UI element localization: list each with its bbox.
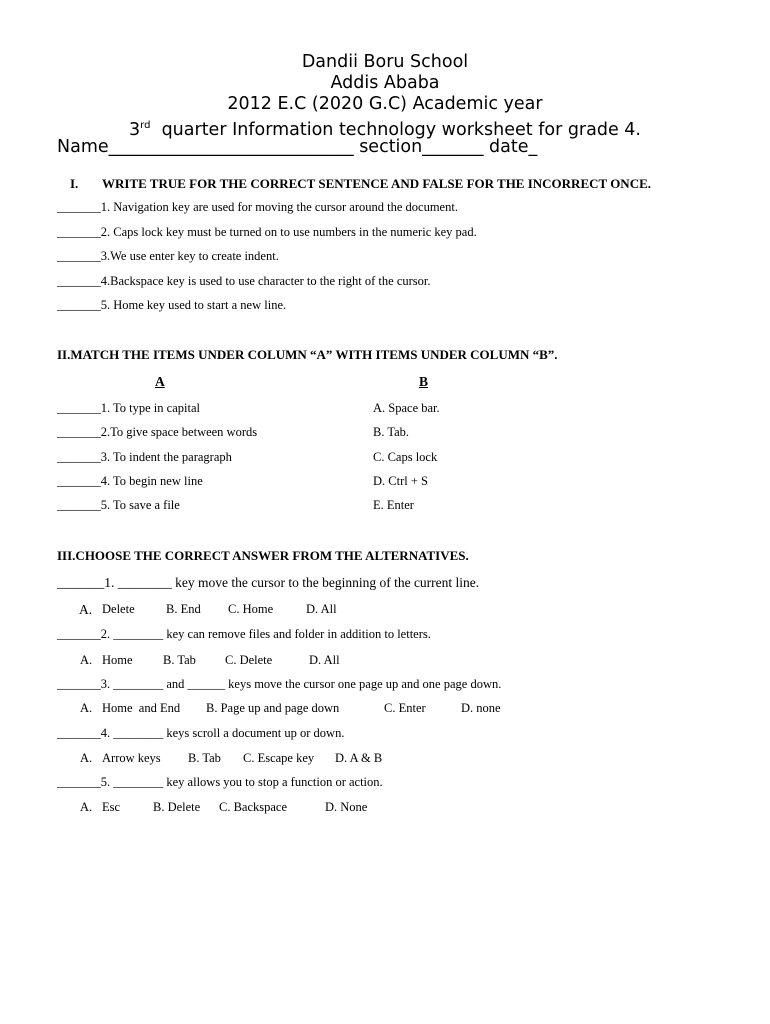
mc5-option-d: D. None bbox=[325, 800, 368, 814]
mc2-option-c: C. Delete bbox=[225, 653, 273, 667]
mc-question-5: _______5. ________ key allows you to stop a function or action. bbox=[57, 775, 383, 789]
match-a-5: _______5. To save a file bbox=[57, 498, 180, 512]
worksheet-header bbox=[0, 52, 770, 141]
school-name: Dandii Boru School bbox=[301, 52, 469, 72]
mc1-option-a: Delete bbox=[102, 602, 135, 616]
match-b-2: B. Tab. bbox=[373, 425, 410, 439]
mc3-option-c: C. Enter bbox=[384, 701, 426, 715]
mc5-option-b: B. Delete bbox=[153, 800, 201, 814]
quarter-suffix: rd bbox=[140, 120, 151, 131]
match-a-1: _______1. To type in capital bbox=[57, 401, 200, 415]
mc4-option-c: C. Escape key bbox=[243, 751, 315, 765]
match-b-1: A. Space bar. bbox=[373, 401, 440, 415]
mc1-option-d: D. All bbox=[306, 602, 337, 616]
column-b-heading: B bbox=[419, 374, 429, 389]
quarter-number: 3 bbox=[129, 119, 141, 140]
mc1-option-b: B. End bbox=[166, 602, 201, 616]
mc1-option-a-label: A. bbox=[79, 602, 93, 617]
mc4-option-b: B. Tab bbox=[188, 751, 221, 765]
tf-question-3: _______3.We use enter key to create indent. bbox=[57, 249, 279, 263]
match-b-4: D. Ctrl + S bbox=[373, 474, 428, 488]
section1-numeral: I. bbox=[70, 176, 79, 191]
match-a-4: _______4. To begin new line bbox=[57, 474, 203, 488]
mc2-option-a: Home bbox=[102, 653, 133, 667]
mc4-option-d: D. A & B bbox=[335, 751, 383, 765]
academic-year: 2012 E.C (2020 G.C) Academic year bbox=[227, 94, 543, 114]
tf-question-5: _______5. Home key used to start a new line. bbox=[57, 298, 287, 312]
mc5-option-c: C. Backspace bbox=[219, 800, 288, 814]
match-b-5: E. Enter bbox=[373, 498, 414, 512]
section1-title: WRITE TRUE FOR THE CORRECT SENTENCE AND FALSE FOR THE INCORRECT ONCE. bbox=[102, 176, 652, 191]
match-a-2: _______2.To give space between words bbox=[57, 425, 258, 439]
mc-question-1: _______1. ________ key move the cursor to the beginning of the current line. bbox=[57, 575, 480, 590]
mc3-option-a-label: A. bbox=[80, 701, 93, 715]
mc-question-2: _______2. ________ key can remove files and folder in addition to letters. bbox=[57, 627, 431, 641]
column-a-heading: A bbox=[155, 374, 165, 389]
mc4-option-a-label: A. bbox=[80, 751, 93, 765]
mc3-option-d: D. none bbox=[461, 701, 501, 715]
mc5-option-a-label: A. bbox=[80, 800, 93, 814]
section2-title: II.MATCH THE ITEMS UNDER COLUMN “A” WITH ITEMS UNDER COLUMN “B”. bbox=[57, 347, 558, 362]
section3-title: III.CHOOSE THE CORRECT ANSWER FROM THE ALTERNATIVES. bbox=[57, 548, 469, 563]
mc-question-4: _______4. ________ keys scroll a document up or down. bbox=[57, 726, 345, 740]
mc5-option-a: Esc bbox=[102, 800, 121, 814]
match-a-3: _______3. To indent the paragraph bbox=[57, 450, 232, 464]
mc2-option-b: B. Tab bbox=[163, 653, 196, 667]
mc2-option-a-label: A. bbox=[80, 653, 93, 667]
tf-question-1: _______1. Navigation key are used for moving the cursor around the document. bbox=[57, 200, 458, 214]
mc3-option-b: B. Page up and page down bbox=[206, 701, 340, 715]
quarter-title: quarter Information technology worksheet for grade 4. bbox=[161, 119, 641, 140]
match-b-3: C. Caps lock bbox=[373, 450, 438, 464]
name-section-date-line: Name____________________________ section_______ date_ bbox=[57, 137, 538, 157]
city-name: Addis Ababa bbox=[330, 73, 440, 93]
mc2-option-d: D. All bbox=[309, 653, 340, 667]
mc1-option-c: C. Home bbox=[228, 602, 274, 616]
mc-question-3: _______3. ________ and ______ keys move the cursor one page up and one page down. bbox=[57, 677, 502, 691]
tf-question-2: _______2. Caps lock key must be turned on to use numbers in the numeric key pad. bbox=[57, 225, 477, 239]
mc4-option-a: Arrow keys bbox=[102, 751, 161, 765]
mc3-option-a: Home and End bbox=[102, 701, 181, 715]
tf-question-4: _______4.Backspace key is used to use character to the right of the cursor. bbox=[57, 274, 431, 288]
